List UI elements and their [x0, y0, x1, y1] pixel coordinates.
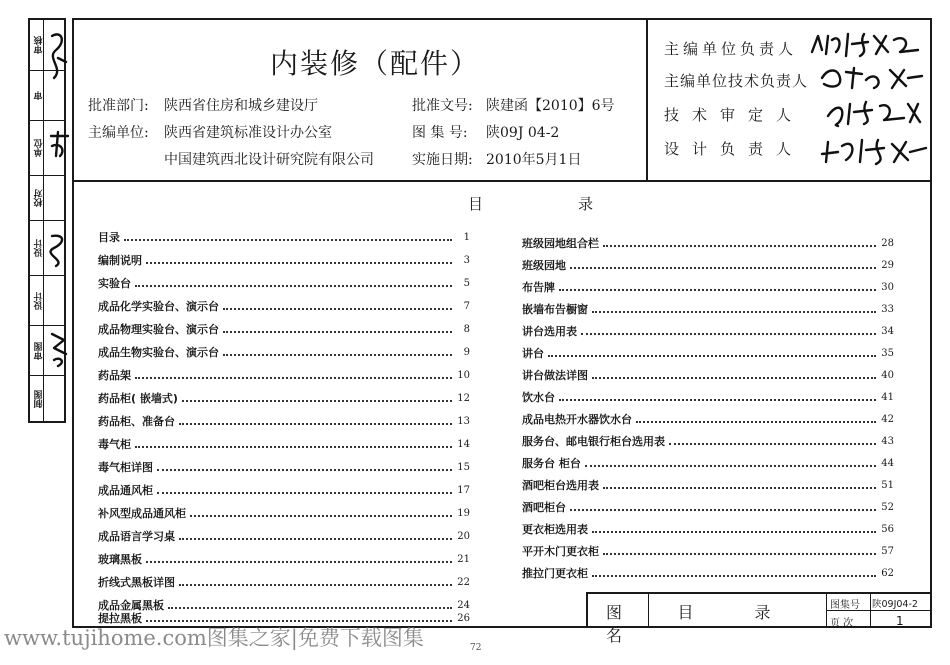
toc-item[interactable] [98, 480, 470, 500]
editor-unit-2: 中国建筑西北设计研究院有限公司 [164, 152, 374, 168]
footer-page-number: 72 [470, 643, 482, 653]
toc-leader [135, 446, 452, 448]
toc-item-page: 3 [463, 254, 470, 266]
toc-item-title: 布告牌 [522, 281, 555, 294]
title-block-name-label: 图 名 [605, 603, 630, 645]
toc-item[interactable] [522, 321, 894, 341]
toc-item[interactable] [522, 563, 894, 583]
toc-leader [592, 311, 876, 313]
atlas-no: 陕09J 04-2 [486, 125, 560, 141]
strip-cell [30, 375, 64, 422]
toc-item-page: 10 [457, 369, 470, 381]
toc-item[interactable] [98, 526, 470, 546]
toc-item-title: 嵌墙布告橱窗 [522, 303, 588, 316]
title-block-page-label: 页 次 [830, 618, 854, 629]
toc-leader [669, 443, 876, 445]
toc-leader [135, 377, 452, 379]
approve-dept-label: 批准部门: [88, 98, 149, 114]
toc-item-title: 服务台 柜台 [522, 457, 581, 470]
toc-item-page: 19 [457, 507, 470, 519]
toc-item-title: 提拉黑板 [98, 612, 142, 625]
toc-item-page: 35 [881, 347, 894, 359]
toc-item-title: 推拉门更衣柜 [522, 567, 588, 580]
toc-item-title: 实验台 [98, 277, 131, 290]
toc-item-title: 成品通风柜 [98, 484, 153, 497]
approve-dept: 陕西省住房和城乡建设厅 [164, 98, 318, 114]
editor-unit-1: 陕西省建筑标准设计办公室 [164, 125, 332, 141]
impl-date: 2010年5月1日 [486, 152, 582, 168]
strip-signature-column [43, 276, 64, 326]
approval-no-label: 批准文号: [412, 98, 473, 114]
toc-leader [592, 575, 876, 577]
toc-leader [585, 465, 876, 467]
toc-item[interactable] [98, 572, 470, 592]
toc-leader [157, 469, 452, 471]
toc-item[interactable] [522, 409, 894, 429]
title-block-divider [648, 592, 649, 628]
toc-item-page: 14 [457, 438, 470, 450]
toc-item-title: 酒吧柜台选用表 [522, 479, 599, 492]
toc-item[interactable] [98, 250, 470, 270]
toc-leader [146, 561, 452, 563]
toc-item-page: 30 [881, 281, 894, 293]
toc-item-page: 28 [881, 237, 894, 249]
strip-signature [48, 28, 70, 88]
toc-item[interactable] [522, 299, 894, 319]
title-block-name-value: 目 录 [677, 603, 799, 622]
strip-signature-column [43, 176, 64, 221]
toc-item[interactable] [522, 431, 894, 451]
toc-item[interactable] [98, 296, 470, 316]
strip-role: 校对 [34, 189, 45, 208]
toc-leader [570, 267, 876, 269]
toc-item[interactable] [522, 475, 894, 495]
toc-leader [190, 515, 452, 517]
title-block-atlas-label: 图集号 [830, 600, 860, 611]
toc-item-page: 13 [457, 415, 470, 427]
toc-item[interactable] [98, 411, 470, 431]
toc-item-page: 21 [457, 553, 470, 565]
toc-item[interactable] [522, 277, 894, 297]
toc-leader [559, 289, 876, 291]
toc-item-page: 42 [881, 413, 894, 425]
toc-item[interactable] [98, 388, 470, 408]
toc-item[interactable] [522, 365, 894, 385]
toc-leader [124, 239, 452, 241]
strip-signature [48, 230, 70, 270]
toc-item[interactable] [98, 503, 470, 523]
toc-leader [570, 509, 876, 511]
toc-item-page: 26 [457, 612, 470, 624]
toc-item-page: 5 [463, 277, 470, 289]
toc-item-title: 讲台做法详图 [522, 369, 588, 382]
title-block-page-value: 1 [896, 614, 904, 628]
toc-leader [223, 308, 452, 310]
toc-item[interactable] [522, 453, 894, 473]
toc-item-title: 讲台选用表 [522, 325, 577, 338]
toc-item-page: 7 [463, 300, 470, 312]
toc-leader [636, 421, 876, 423]
toc-leader [157, 492, 452, 494]
toc-item-page: 57 [881, 545, 894, 557]
toc-leader [223, 331, 452, 333]
toc-item[interactable] [98, 457, 470, 477]
toc-item[interactable] [522, 519, 894, 539]
toc-item-title: 目录 [98, 231, 120, 244]
signature [818, 64, 928, 92]
toc-item-page: 17 [457, 484, 470, 496]
toc-item-page: 1 [463, 231, 470, 243]
toc-leader [179, 584, 452, 586]
strip-role: 审 [34, 91, 45, 101]
toc-item-title: 药品柜( 嵌墙式) [98, 392, 178, 405]
strip-role: 单位 [34, 139, 45, 158]
toc-item-title: 药品架 [98, 369, 131, 382]
toc-item-page: 40 [881, 369, 894, 381]
toc-item-title: 成品金属黑板 [98, 599, 164, 612]
toc-item-title: 平开木门更衣柜 [522, 545, 599, 558]
toc-item-page: 9 [463, 346, 470, 358]
toc-item-page: 20 [457, 530, 470, 542]
impl-date-label: 实施日期: [412, 152, 473, 168]
toc-item-title: 讲台 [522, 347, 544, 360]
toc-leader [603, 487, 876, 489]
toc-item-title: 折线式黑板详图 [98, 576, 175, 589]
toc-item-title: 更衣柜选用表 [522, 523, 588, 536]
toc-item[interactable] [98, 342, 470, 362]
strip-signature-column [43, 376, 64, 422]
header-divider [72, 180, 932, 182]
strip-role: 设计 [34, 292, 45, 310]
title-block-top-border [586, 592, 932, 594]
toc-item-title: 成品化学实验台、演示台 [98, 300, 219, 313]
signature [818, 134, 930, 166]
toc-item-title: 补风型成品通风柜 [98, 507, 186, 520]
toc-heading: 目 录 [468, 195, 634, 213]
toc-item-page: 12 [457, 392, 470, 404]
toc-leader [559, 399, 876, 401]
toc-item-title: 班级园地组合栏 [522, 237, 599, 250]
responsibles-divider [646, 18, 648, 182]
strip-role: 审核 [34, 36, 45, 54]
strip-signature [48, 130, 72, 160]
strip-cell [30, 275, 64, 326]
toc-item-page: 41 [881, 391, 894, 403]
toc-item[interactable] [98, 434, 470, 454]
toc-leader [135, 285, 452, 287]
toc-leader [179, 423, 452, 425]
toc-leader [223, 354, 452, 356]
toc-item-title: 成品物理实验台、演示台 [98, 323, 219, 336]
toc-leader [179, 538, 452, 540]
toc-leader [592, 531, 876, 533]
strip-role: 制图 [34, 390, 45, 408]
toc-item[interactable] [98, 319, 470, 339]
toc-item-page: 51 [881, 479, 894, 491]
strip-signature [48, 330, 70, 370]
toc-leader [146, 262, 452, 264]
toc-leader [603, 245, 876, 247]
toc-item-page: 34 [881, 325, 894, 337]
toc-item-title: 毒气柜详图 [98, 461, 153, 474]
toc-item-page: 33 [881, 303, 894, 315]
toc-leader [592, 377, 876, 379]
toc-item-page: 43 [881, 435, 894, 447]
responsible-label: 设计负责人 [664, 140, 805, 158]
toc-item-page: 22 [457, 576, 470, 588]
toc-item[interactable] [522, 387, 894, 407]
toc-item-title: 酒吧柜台 [522, 501, 566, 514]
toc-item-page: 56 [881, 523, 894, 535]
toc-item-title: 班级园地 [522, 259, 566, 272]
toc-item[interactable] [522, 541, 894, 561]
editor-label: 主编单位: [88, 125, 149, 141]
signature [808, 30, 928, 60]
strip-role: 审图 [34, 342, 45, 360]
strip-cell [30, 175, 64, 221]
title-block-atlas-value: 陕09J04-2 [872, 599, 918, 610]
toc-item-page: 8 [463, 323, 470, 335]
toc-leader [603, 553, 876, 555]
toc-item-title: 玻璃黑板 [98, 553, 142, 566]
toc-item-title: 毒气柜 [98, 438, 131, 451]
atlas-no-label: 图 集 号: [412, 125, 468, 141]
responsible-label: 技术审定人 [664, 106, 805, 124]
toc-item-title: 成品电热开水器饮水台 [522, 413, 632, 426]
toc-item-page: 24 [457, 599, 470, 611]
toc-item-title: 成品生物实验台、演示台 [98, 346, 219, 359]
toc-item[interactable] [522, 233, 894, 253]
toc-item[interactable] [98, 365, 470, 385]
toc-item[interactable] [98, 273, 470, 293]
approval-no: 陕建函【2010】6号 [486, 98, 615, 114]
toc-item-page: 44 [881, 457, 894, 469]
toc-item[interactable] [522, 497, 894, 517]
toc-item[interactable] [98, 227, 470, 247]
toc-item-title: 服务台、邮电银行柜台选用表 [522, 435, 665, 448]
toc-leader [581, 333, 876, 335]
responsible-label: 主编单位负责人 [664, 40, 798, 58]
toc-item[interactable] [522, 255, 894, 275]
toc-item-title: 编制说明 [98, 254, 142, 267]
toc-item-title: 饮水台 [522, 391, 555, 404]
toc-item[interactable] [522, 343, 894, 363]
toc-item-page: 62 [881, 567, 894, 579]
toc-item-page: 29 [881, 259, 894, 271]
toc-item[interactable] [98, 549, 470, 569]
strip-role: 设计 [34, 239, 45, 258]
toc-leader [182, 400, 452, 402]
watermark: www.tujihome.com图集之家|免费下载图集 [4, 626, 424, 650]
signature [824, 98, 928, 128]
toc-item-page: 52 [881, 501, 894, 513]
toc-leader [548, 355, 876, 357]
responsible-label: 主编单位技术负责人 [664, 72, 809, 90]
toc-item-title: 成品语言学习桌 [98, 530, 175, 543]
toc-item-title: 药品柜、准备台 [98, 415, 175, 428]
toc-item-page: 15 [457, 461, 470, 473]
page-title: 内装修（配件） [270, 47, 481, 80]
